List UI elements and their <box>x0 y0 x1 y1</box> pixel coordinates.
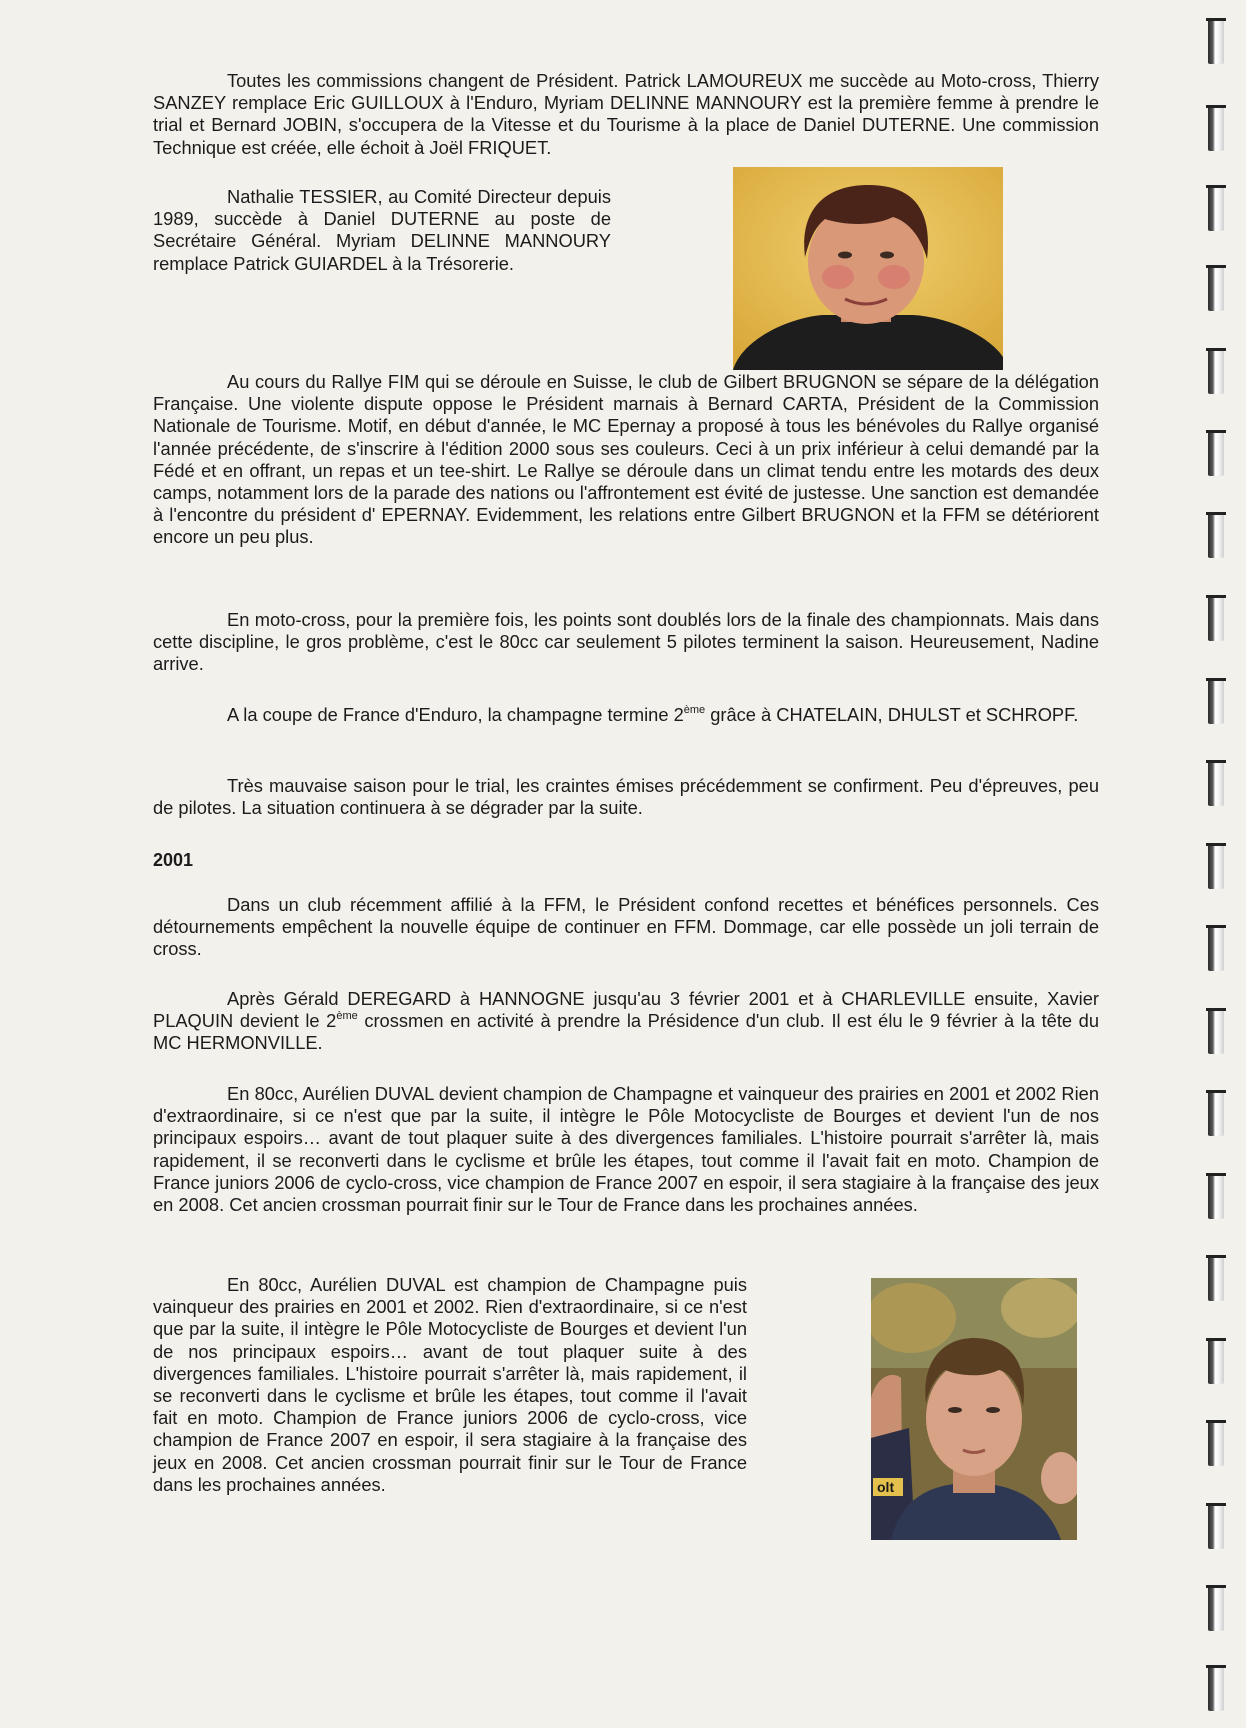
paragraph-club-affilie: Dans un club récemment affilié à la FFM, le Président confond recettes et bénéfices personnels. Ces détournements empêchent la nouvelle équipe de continuer en FFM. Dommage, car elle possède un joli terrain de cross. <box>153 894 1099 960</box>
binding-ring <box>1208 760 1224 806</box>
paragraph-rallye-fim: Au cours du Rallye FIM qui se déroule en Suisse, le club de Gilbert BRUGNON se sépare de la délégation Française. Une violente dispute oppose le Président marnais à Bernard CARTA, Président de la Commission Nationale de Tourisme. Motif, en début d'année, le MC Epernay a proposé à tous les bénévoles du Rallye organisé l'année précédente, de s'inscrire à l'édition 2000 sous ses couleurs. Ceci à un prix inférieur à celui demandé par la Fédé et en offrant, un repas et un tee-shirt. Le Rallye se déroule dans un climat tendu entre les motards des deux camps, notamment lors de la parade des nations ou l'affrontement est évité de justesse. Une sanction est demandée à l'encontre du président d' EPERNAY. Evidemment, les relations entre Gilbert BRUGNON et la FFM se détériorent encore un peu plus. <box>153 371 1099 548</box>
binding-ring <box>1208 1338 1224 1384</box>
binding-ring <box>1208 265 1224 311</box>
spiral-binding <box>1186 0 1246 1728</box>
enduro-superscript: ème <box>683 704 706 716</box>
binding-ring <box>1208 1420 1224 1466</box>
binding-ring <box>1208 1665 1224 1711</box>
portrait-young-man-image <box>871 1278 1077 1540</box>
paragraph-motocross: En moto-cross, pour la première fois, les points sont doublés lors de la finale des championnats. Mais dans cette discipline, le gros problème, c'est le 80cc car seulement 5 pilotes terminent la saison. Heureusement, Nadine arrive. <box>153 609 1099 675</box>
binding-ring <box>1208 348 1224 394</box>
shirt-lettering: olt <box>877 1479 895 1495</box>
enduro-text-start: A la coupe de France d'Enduro, la champagne termine 2 <box>227 704 684 725</box>
binding-ring <box>1208 1585 1224 1631</box>
photo-aurelien-duval <box>871 1278 1077 1540</box>
binding-ring <box>1208 843 1224 889</box>
plaquin-superscript: ème <box>336 1010 358 1023</box>
paragraph-duval-short: En 80cc, Aurélien DUVAL est champion de Champagne puis vainqueur des prairies en 2001 et 2002. Rien d'extraordinaire, si ce n'est que par la suite, il intègre le Pôle Motocycliste de Bourges et devient l'un de nos principaux espoirs… avant de tout plaquer suite à des divergences familiales. L'histoire pourrait s'arrêter là, mais rapidement, il se reconverti dans le cyclisme et brûle les étapes, tout comme il l'avait fait en moto. Champion de France juniors 2006 de cyclo-cross, vice champion de France 2007 en espoir, il sera stagiaire à la française des jeux en 2008. Cet ancien crossman pourrait finir sur le Tour de France dans les prochaines années. <box>153 1274 747 1495</box>
binding-ring <box>1208 1090 1224 1136</box>
binding-ring <box>1208 1008 1224 1054</box>
binding-ring <box>1208 678 1224 724</box>
plaquin-text-start: Après Gérald DEREGARD à HANNOGNE jusqu'au 3 février 2001 et à CHARLEVILLE ensuite, Xavier PLAQUIN devient le 2 <box>153 988 1099 1032</box>
enduro-text-end: grâce à CHATELAIN, DHULST et SCHROPF. <box>705 704 1079 725</box>
paragraph-plaquin <box>153 988 1099 1055</box>
binding-ring <box>1208 512 1224 558</box>
paragraph-commissions: Toutes les commissions changent de Président. Patrick LAMOUREUX me succède au Moto-cross, Thierry SANZEY remplace Eric GUILLOUX à l'Enduro, Myriam DELINNE MANNOURY est la première femme à prendre le trial et Bernard JOBIN, s'occupera de la Vitesse et du Tourisme à la place de Daniel DUTERNE. Une commission Technique est créée, elle échoit à Joël FRIQUET. <box>153 70 1099 158</box>
section-year-heading: 2001 <box>153 850 194 870</box>
binding-ring <box>1208 1255 1224 1301</box>
binding-ring <box>1208 185 1224 231</box>
binding-ring <box>1208 925 1224 971</box>
paragraph-enduro <box>153 704 1099 726</box>
photo-nathalie-tessier <box>733 167 1003 370</box>
binding-ring <box>1208 430 1224 476</box>
binding-ring <box>1208 105 1224 151</box>
binding-ring <box>1208 595 1224 641</box>
binding-ring <box>1208 1173 1224 1219</box>
paragraph-duval-full: En 80cc, Aurélien DUVAL devient champion de Champagne et vainqueur des prairies en 2001 et 2002 Rien d'extraordinaire, si ce n'est que par la suite, il intègre le Pôle Motocycliste de Bourges et devient l'un de nos principaux espoirs… avant de tout plaquer suite à des divergences familiales. L'histoire pourrait s'arrêter là, mais rapidement, il se reconverti dans le cyclisme et brûle les étapes, tout comme il l'avait fait en moto. Champion de France juniors 2006 de cyclo-cross, vice champion de France 2007 en espoir, il sera stagiaire à la française des jeux en 2008. Cet ancien crossman pourrait finir sur le Tour de France dans les prochaines années. <box>153 1083 1099 1216</box>
paragraph-secretary: Nathalie TESSIER, au Comité Directeur depuis 1989, succède à Daniel DUTERNE au poste de Secrétaire Général. Myriam DELINNE MANNOURY remplace Patrick GUIARDEL à la Trésorerie. <box>153 186 611 274</box>
paragraph-trial: Très mauvaise saison pour le trial, les craintes émises précédemment se confirment. Peu d'épreuves, peu de pilotes. La situation continuera à se dégrader par la suite. <box>153 775 1099 819</box>
portrait-woman-image <box>733 167 1003 370</box>
binding-ring <box>1208 1503 1224 1549</box>
binding-ring <box>1208 18 1224 64</box>
plaquin-text-end: crossmen en activité à prendre la Présidence d'un club. Il est élu le 9 février à la tête du MC HERMONVILLE. <box>153 1010 1099 1054</box>
